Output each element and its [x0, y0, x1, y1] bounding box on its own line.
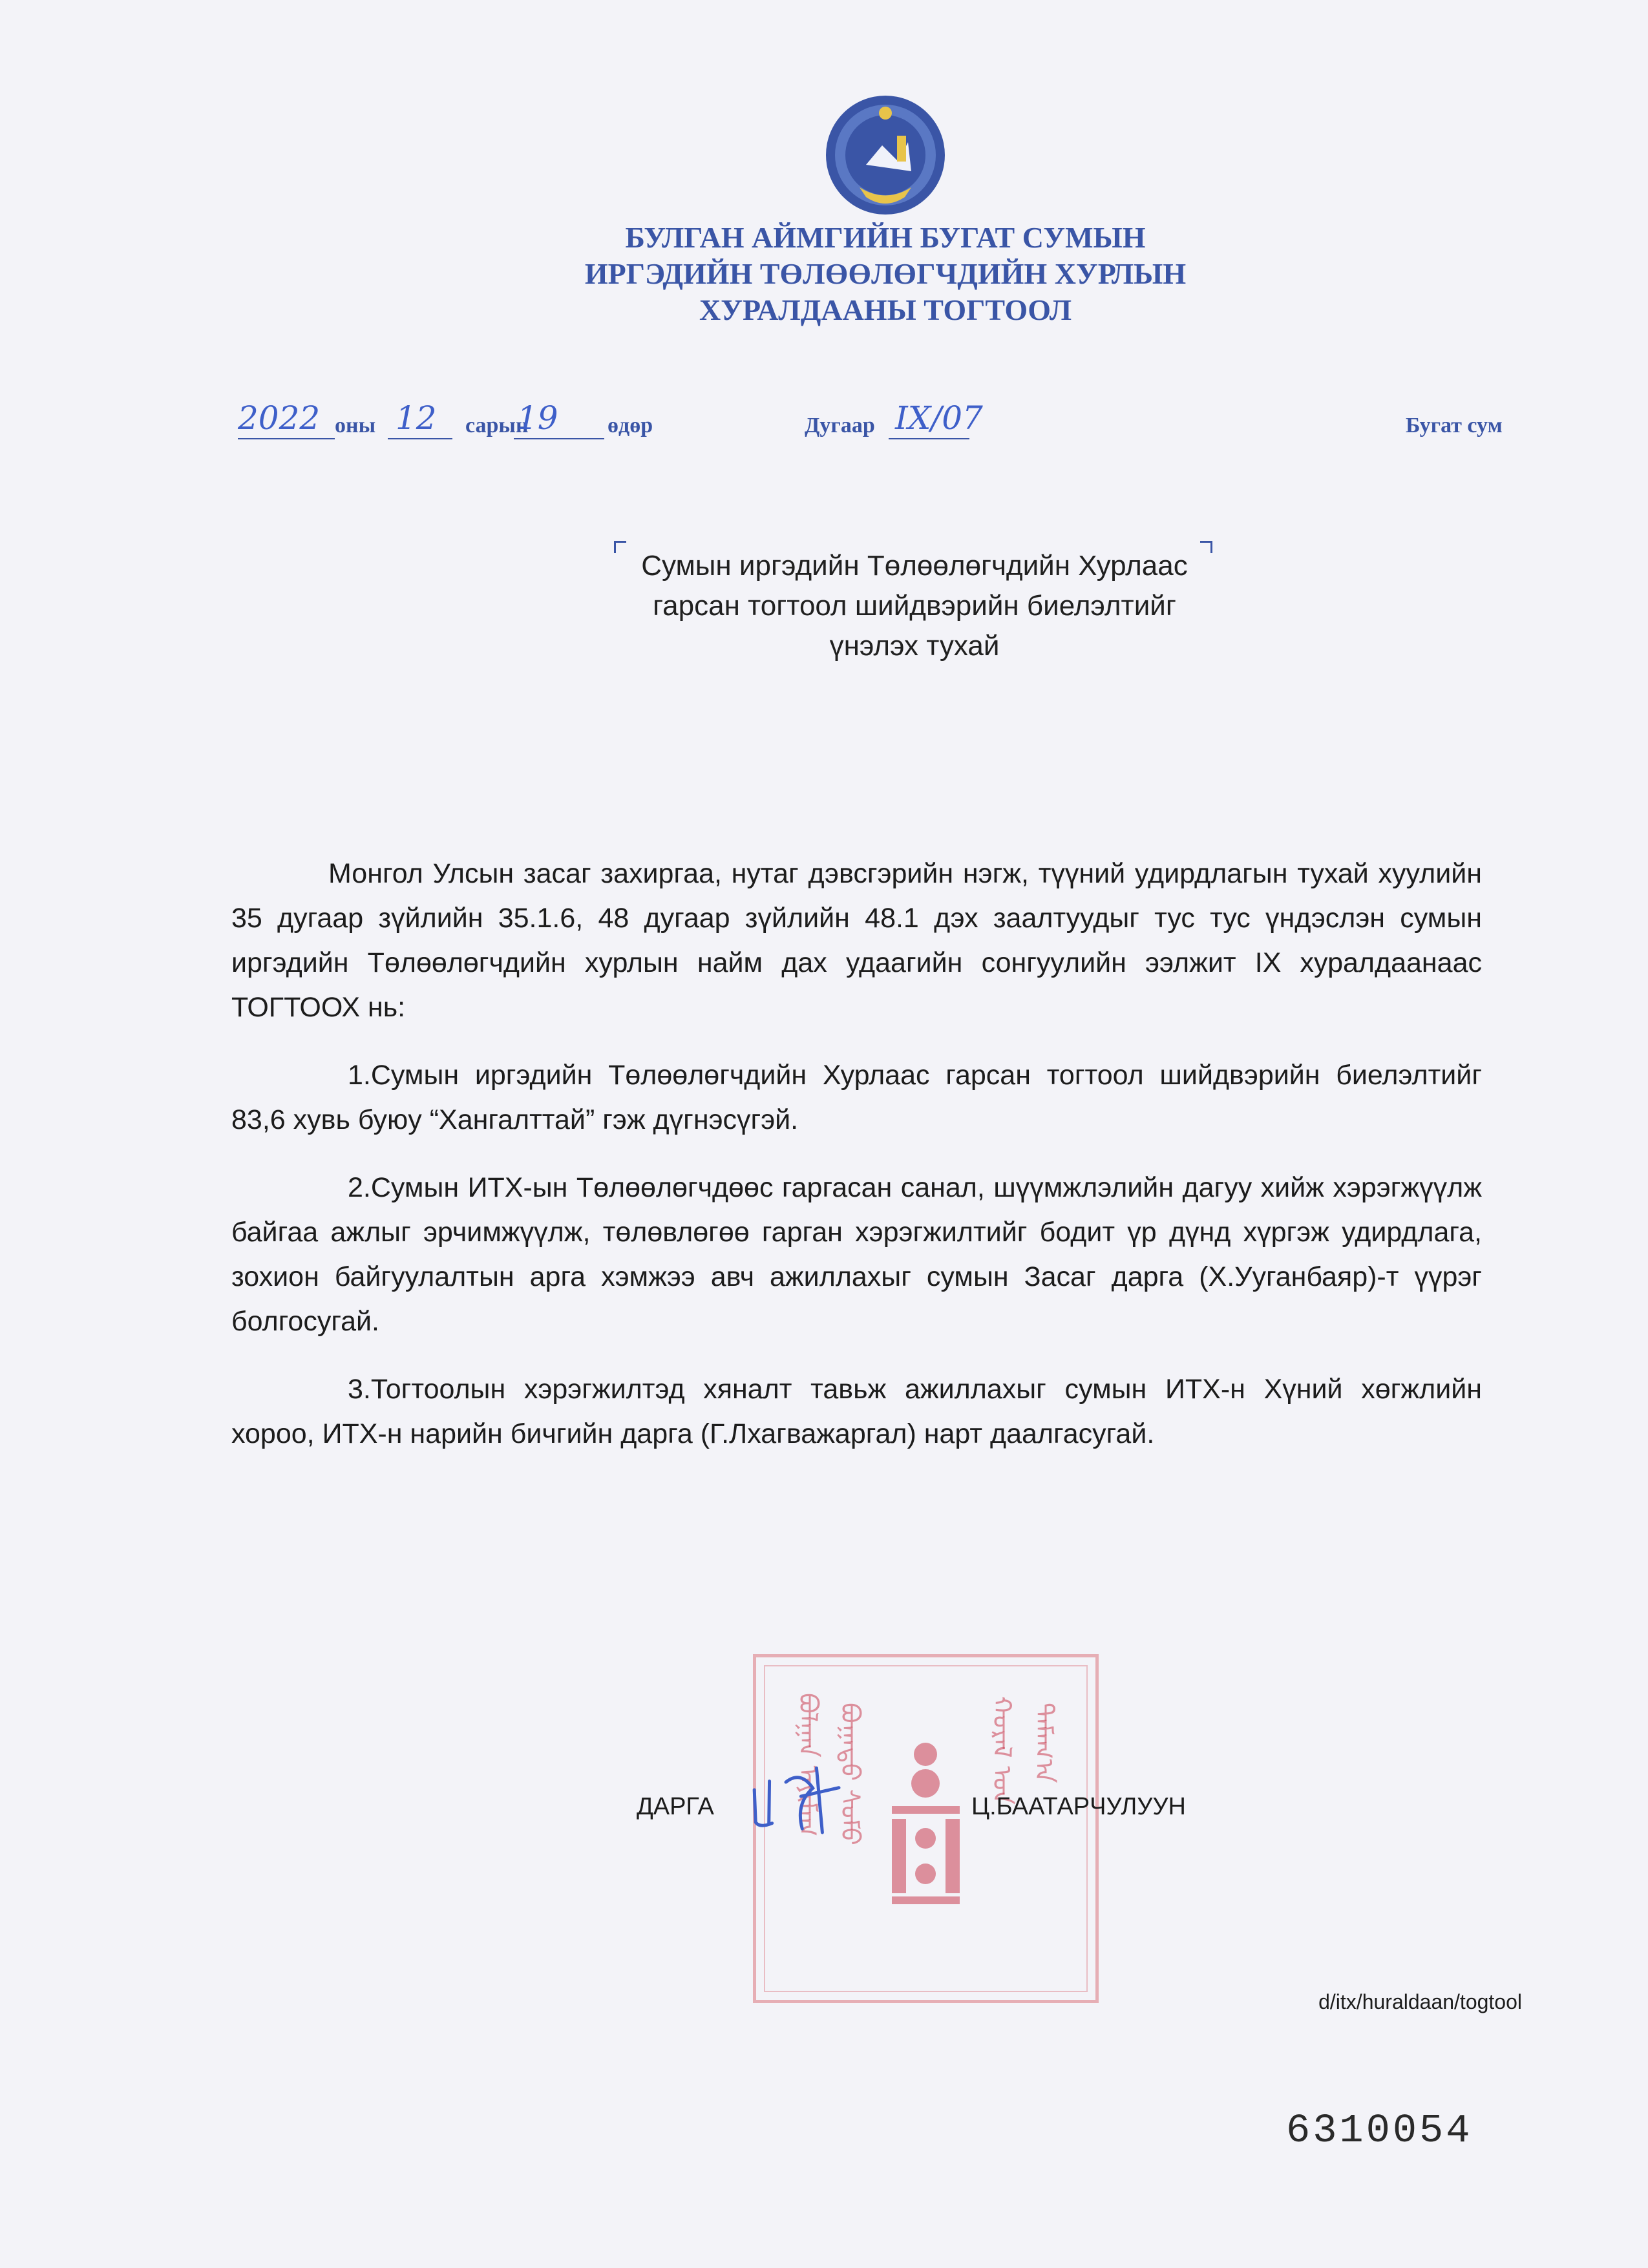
stamp-script-left-2: ᠪᠤᠭᠠᠲᠤ ᠰᠤᠮᠤ — [835, 1703, 865, 1845]
date-day-suffix: өдөр — [607, 414, 653, 437]
number-label: Дугаар — [805, 414, 875, 437]
date-month-value: 12 — [396, 399, 437, 437]
date-month-underline — [388, 438, 452, 439]
subject-line: үнэлэх тухай — [829, 630, 1000, 662]
serial-number: 6310054 — [1286, 2108, 1473, 2154]
stamp-script-left: ᠪᠤᠯᠭᠠᠨ ᠠᠶᠢᠮᠠᠭ — [793, 1693, 823, 1837]
file-path: d/itx/huraldaan/togtool — [1318, 1990, 1522, 2013]
number-value: IX/07 — [895, 399, 983, 437]
soyombo-icon — [885, 1735, 966, 1929]
signatory-name: Ц.БААТАРЧУЛУУН — [971, 1793, 1186, 1820]
resolution-item-3: 3.Тогтоолын хэрэгжилтэд хяналт тавьж ажиллахыг сумын ИТХ-н Хүний хөгжлийн хороо, ИТХ-н нарийн бичгийн дарга (Г.Лхагважаргал) нарт даалгасугай. — [231, 1374, 1482, 1449]
date-year-value: 2022 — [238, 399, 321, 437]
resolution-item-2: 2.Сумын ИТХ-ын Төлөөлөгчдөөс гаргасан санал, шүүмжлэлийн дагуу хийж хэрэгжүүлж байгаа ажлыг эрчимжүүлж, төлөвлөгөө гарган хэрэгжилтийг бодит үр дүнд хүргэж удирдлага, зохион байгуулалтын арга хэмжээ авч ажиллахыг сумын Засаг дарга (Х.Ууганбаяр)-т үүрэг болгосугай. — [231, 1172, 1482, 1337]
header-line: ИРГЭДИЙН ТӨЛӨӨЛӨГЧДИЙН ХУРЛЫН — [584, 257, 1187, 290]
date-day-underline — [514, 438, 604, 439]
date-line — [0, 394, 1648, 446]
state-emblem-icon — [821, 90, 950, 220]
header-line: БУЛГАН АЙМГИЙН БУГАТ СУМЫН — [625, 221, 1146, 254]
subject-line: гарсан тогтоол шийдвэрийн биелэлтийг — [653, 590, 1176, 622]
intro-paragraph: Монгол Улсын засаг захиргаа, нутаг дэвсгэрийн нэгж, түүний удирдлагын тухай хуулийн 35 дугаар зүйлийн 35.1.6, 48 дугаар зүйлийн 48.1 дэх заалтуудыг тус тус үндэслэн сумын иргэдийн Төлөөлөгчдийн хурлын найм дах удаагийн сонгуулийн ээлжит IX хуралдаанаас ТОГТООХ нь: — [231, 858, 1482, 1023]
date-month-suffix: сарын — [465, 414, 529, 437]
subject-title — [595, 546, 1234, 666]
place-name: Бугат сум — [1406, 414, 1503, 437]
header-line: ХУРАЛДААНЫ ТОГТООЛ — [699, 293, 1072, 326]
resolution-body — [231, 852, 1482, 1480]
stamp-script-right-2: ᠲᠠᠮᠠᠭ᠎ᠠ — [1029, 1703, 1059, 1783]
subject-line: Сумын иргэдийн Төлөөлөгчдийн Хурлаас — [641, 550, 1188, 582]
signatory-role: ДАРГА — [637, 1793, 714, 1820]
stamp-script-right: ᠬᠤᠷᠠᠯ ᠤᠨ — [987, 1696, 1017, 1805]
date-day-value: 19 — [517, 399, 558, 437]
date-year-underline — [238, 438, 335, 439]
date-year-suffix: оны — [335, 414, 376, 437]
resolution-item-1: 1.Сумын иргэдийн Төлөөлөгчдийн Хурлаас гарсан тогтоол шийдвэрийн биелэлтийг 83,6 хувь буюу “Хангалттай” гэж дүгнэсүгэй. — [231, 1060, 1482, 1135]
document-header — [388, 220, 1383, 328]
number-underline — [889, 438, 969, 439]
handwritten-signature — [738, 1750, 865, 1849]
